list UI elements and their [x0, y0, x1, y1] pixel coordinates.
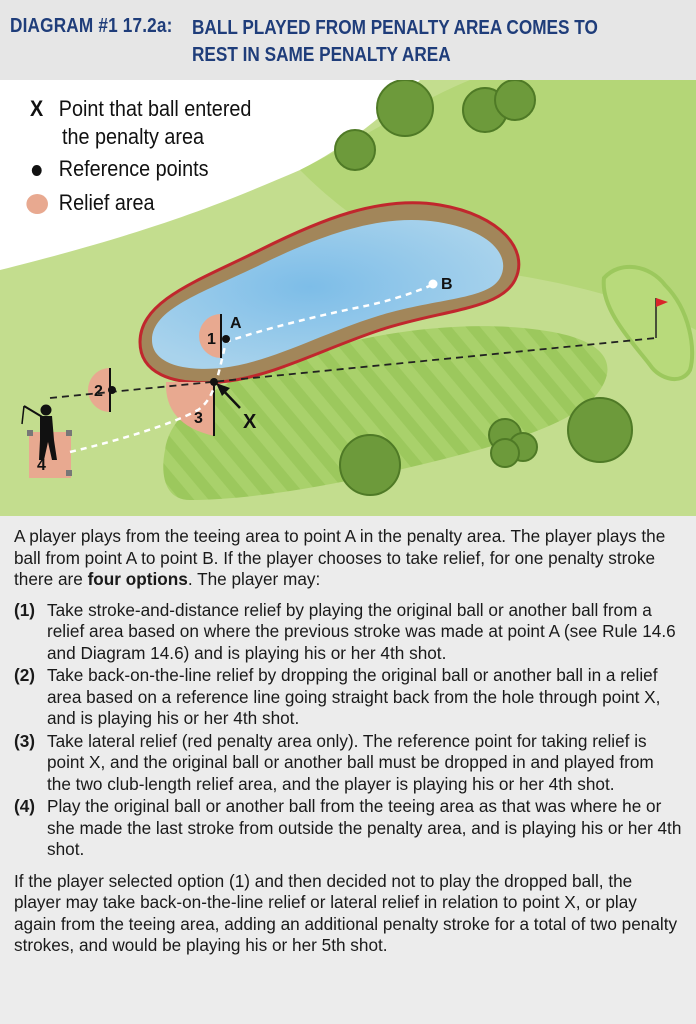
relief-swatch-icon — [26, 194, 48, 214]
option-1: (1) Take stroke-and-distance relief by playing the original ball or another ball from a relief area based on where the previous stroke was made at point A (see Rule 14.6 and Diagram 14.6) and is playing his or her 4th shot. — [14, 599, 676, 663]
title-line-1: BALL PLAYED FROM PENALTY AREA COMES TO — [192, 17, 598, 39]
option-2: (2) Take back-on-the-line relief by dropping the original ball or another ball in a relief area based on a reference line going straight back from the hole through point X, and is playing his or her 4th shot. — [14, 665, 661, 728]
label-2: 2 — [94, 383, 103, 400]
explanation-text — [14, 526, 682, 966]
label-1: 1 — [207, 331, 216, 348]
closing-paragraph: If the player selected option (1) and then decided not to play the dropped ball, the player may take back-on-the-line relief or lateral relief in relation to point X, or play again from the teeing area, adding an additional penalty stroke for a total of two penalty strokes, and would be playing his or her 5th shot. — [14, 870, 678, 955]
reference-point-2 — [108, 386, 116, 394]
legend-x-row-2 — [62, 124, 204, 150]
reference-point-x — [210, 378, 218, 386]
option-3: (3) Take lateral relief (red penalty area only). The reference point for taking relief is point X, and the original ball or another ball must be dropped in and played from the two club-length relief area, and the player is playing his or her 4th shot. — [14, 730, 654, 794]
tee-marker-3 — [66, 470, 72, 476]
option-4: (4) Play the original ball or another ball from the teeing area as that was where he or she made the last stroke from outside the penalty area, and is playing his or her 4th shot. — [14, 796, 682, 859]
legend-relief-label: Relief area — [58, 190, 155, 215]
header — [0, 0, 696, 81]
tee-marker-1 — [27, 430, 33, 436]
title-line-2: REST IN SAME PENALTY AREA — [192, 44, 451, 66]
reference-dot-icon — [32, 165, 42, 176]
legend-x-line1: Point that ball entered — [58, 96, 252, 121]
legend-relief-row — [30, 190, 155, 216]
legend-dot-row — [30, 156, 208, 182]
label-3: 3 — [194, 410, 203, 427]
label-a: A — [230, 315, 242, 332]
tee-marker-2 — [66, 430, 72, 436]
label-b: B — [441, 276, 453, 293]
point-b-ball — [429, 280, 438, 289]
diagram-number: DIAGRAM #1 17.2a: — [10, 15, 173, 37]
four-options-emphasis: four options — [87, 569, 188, 589]
legend-x-line2: the penalty area — [62, 124, 205, 149]
label-4: 4 — [37, 457, 46, 474]
legend-x-row — [30, 96, 251, 122]
x-symbol: X — [30, 96, 44, 121]
label-x: X — [243, 411, 257, 433]
intro-paragraph: A player plays from the teeing area to point A in the penalty area. The player plays the ball from point A to point B. If the player chooses to take relief, for one penalty stroke there are four options. The player may: — [14, 526, 666, 589]
legend-dot-label: Reference points — [58, 156, 209, 181]
reference-point-a — [222, 335, 230, 343]
diagram-title — [192, 15, 639, 69]
